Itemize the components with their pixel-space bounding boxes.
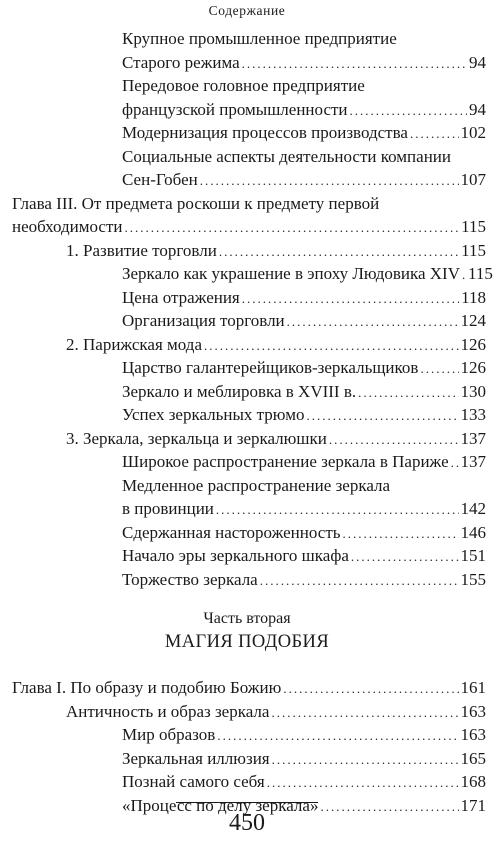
dot-leader <box>287 310 459 334</box>
part-title: МАГИЯ ПОДОБИЯ <box>164 632 330 652</box>
toc-entry <box>0 192 494 239</box>
dot-leader <box>260 569 459 593</box>
toc-entry <box>0 450 494 474</box>
toc-page-number: 94 <box>469 99 486 119</box>
footer-rule <box>176 802 318 803</box>
toc-entry <box>0 262 494 286</box>
toc-page-number: 142 <box>460 499 486 518</box>
toc-list-part-one <box>0 27 494 591</box>
toc-entry-title: Широкое распространение зеркала в Париже <box>122 452 449 471</box>
toc-page-number: 133 <box>460 405 486 424</box>
dot-leader <box>329 428 459 452</box>
toc-entry <box>0 568 494 592</box>
toc-page-number: 168 <box>460 772 486 791</box>
toc-page-number: 115 <box>461 217 486 236</box>
toc-page-number: 161 <box>460 678 486 697</box>
toc-page-number: 126 <box>460 334 486 354</box>
toc-page-number: 126 <box>460 358 486 377</box>
toc-entry-title: 2. Парижская мода <box>66 334 202 354</box>
toc-entry-title: Начало эры зеркального шкафа <box>122 546 349 565</box>
dot-leader <box>307 404 459 428</box>
toc-entry-title: Организация торговли <box>122 311 285 330</box>
toc-entry <box>0 474 494 521</box>
toc-entry <box>0 403 494 427</box>
toc-entry-title: Глава III. От предмета роскоши к предмету первой <box>12 193 380 213</box>
toc-entry <box>0 239 494 263</box>
toc-page-number: 94 <box>469 52 486 72</box>
part-label: Часть вторая <box>203 610 291 627</box>
toc-entry <box>0 723 494 747</box>
toc-entry-title: Сен-Гобен <box>122 170 198 189</box>
toc-entry-title: Цена отражения <box>122 287 240 307</box>
dot-leader <box>410 122 459 146</box>
toc-page-number: 124 <box>460 311 486 330</box>
toc-page-number: 137 <box>460 428 486 448</box>
toc-entry <box>0 770 494 794</box>
toc-entry <box>0 309 494 333</box>
toc-entry-title: в провинции <box>122 499 214 518</box>
dot-leader <box>200 169 459 193</box>
toc-entry <box>0 333 494 357</box>
dot-leader <box>358 381 458 405</box>
toc-entry-title: французской промышленности <box>122 99 348 119</box>
toc-page-number: 137 <box>460 452 486 471</box>
toc-page-number: 107 <box>460 170 486 189</box>
toc-page-number: 130 <box>460 381 486 401</box>
toc-page-number: 118 <box>461 287 486 307</box>
toc-entry-title: Зеркальная иллюзия <box>122 748 270 768</box>
toc-entry <box>0 121 494 145</box>
dot-leader <box>267 771 459 795</box>
toc-entry <box>0 74 494 121</box>
toc-entry-title: 3. Зеркала, зеркальца и зеркалюшки <box>66 428 327 448</box>
dot-leader <box>216 498 459 522</box>
dot-leader <box>283 677 458 701</box>
dot-leader <box>242 287 459 311</box>
toc-page-number: 146 <box>460 522 486 542</box>
toc-entry <box>0 521 494 545</box>
dot-leader <box>350 99 467 123</box>
toc-entry-title: «Процесс по делу зеркала» <box>122 795 319 815</box>
dot-leader <box>242 52 467 76</box>
dot-leader <box>271 701 458 725</box>
toc-entry-title: Глава I. По образу и подобию Божию <box>12 678 282 697</box>
toc-page-number: 165 <box>460 748 486 768</box>
toc-entry <box>0 747 494 771</box>
toc-entry <box>0 380 494 404</box>
toc-page-number: 102 <box>460 123 486 142</box>
toc-entry-title: Познай самого себя <box>122 772 265 791</box>
toc-entry-title: Крупное промышленное предприятие <box>122 29 397 48</box>
toc-entry-title: Передовое головное предприятие <box>122 76 365 95</box>
toc-entry-title: Античность и образ зеркала <box>66 701 270 721</box>
toc-entry <box>0 700 494 724</box>
toc-entry <box>0 27 494 74</box>
toc-entry <box>0 676 494 700</box>
toc-entry-title: Царство галантерейщиков-зеркальщиков <box>122 358 419 377</box>
toc-entry <box>0 356 494 380</box>
toc-entry-title: Социальные аспекты деятельности компании <box>122 146 451 166</box>
toc-entry-title: 1. Развитие торговли <box>66 240 217 260</box>
toc-entry-title: Сдержанная настороженность <box>122 522 341 542</box>
toc-entry <box>0 145 494 192</box>
toc-entry-title: Торжество зеркала <box>122 569 258 589</box>
toc-page-number: 163 <box>460 701 486 721</box>
dot-leader <box>204 334 459 358</box>
toc-page-number: 115 <box>461 240 486 260</box>
dot-leader <box>125 216 460 240</box>
toc-entry <box>0 286 494 310</box>
toc-page-number: 171 <box>460 795 486 815</box>
toc-page-number: 115 <box>467 264 493 283</box>
toc-entry-title: Успех зеркальных трюмо <box>122 405 305 424</box>
toc-entry <box>0 427 494 451</box>
dot-leader <box>462 263 466 287</box>
page-number: 450 <box>229 810 265 836</box>
dot-leader <box>272 748 459 772</box>
toc-page-number: 151 <box>460 546 486 565</box>
toc-entry-title: Медленное распространение зеркала <box>122 475 391 495</box>
toc-entry-title: Мир образов <box>122 725 216 744</box>
toc-page-number: 155 <box>460 569 486 589</box>
dot-leader <box>351 545 459 569</box>
toc-entry-title: Модернизация процессов производства <box>122 123 408 142</box>
toc-entry-title: Зеркало и меблировка в XVIII в. <box>122 381 357 401</box>
toc-entry <box>0 544 494 568</box>
toc-list-part-two <box>0 676 494 817</box>
dot-leader <box>217 724 458 748</box>
toc-entry-title: необходимости <box>12 217 123 236</box>
toc-page-number: 163 <box>460 725 486 744</box>
dot-leader <box>219 240 459 264</box>
dot-leader <box>420 357 458 381</box>
dot-leader <box>343 522 459 546</box>
toc-entry-title: Старого режима <box>122 52 240 72</box>
running-head: Содержание <box>208 3 286 18</box>
dot-leader <box>451 451 459 475</box>
toc-entry-title: Зеркало как украшение в эпоху Людовика XIV <box>122 264 460 283</box>
